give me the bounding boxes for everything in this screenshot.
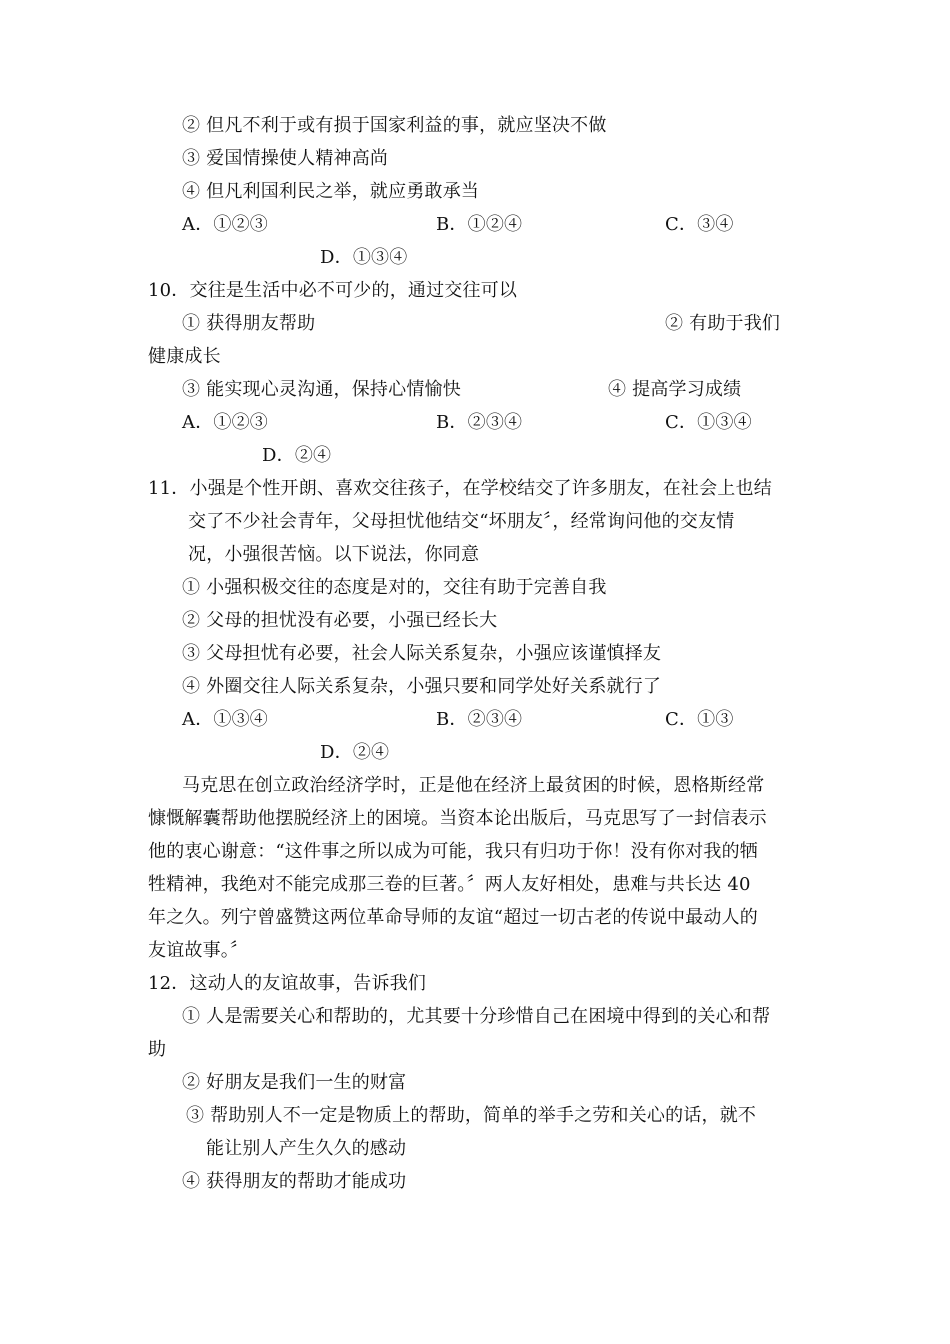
q11-stem-line-1: 11．小强是个性开朗、喜欢交往孩子，在学校结交了许多朋友，在社会上也结	[148, 478, 772, 499]
q9-option-d: D．①③④	[320, 247, 408, 268]
q12-item-3-part2: 能让别人产生久久的感动	[206, 1138, 407, 1159]
q10-option-a: A．①②③	[182, 412, 268, 433]
q12-item-1-part2: 助	[148, 1039, 167, 1060]
q11-stem-line-3: 况，小强很苦恼。以下说法，你同意	[188, 544, 480, 565]
q10-item-2-part2: 健康成长	[148, 346, 221, 367]
q10-item-2-part1: ② 有助于我们	[665, 313, 781, 334]
q10-option-c: C．①③④	[665, 412, 752, 433]
q11-option-b: B．②③④	[436, 709, 523, 730]
q10-option-d: D．②④	[262, 445, 332, 466]
q11-item-4: ④ 外圈交往人际关系复杂，小强只要和同学处好关系就行了	[182, 676, 662, 697]
passage-line-3: 他的衷心谢意：“这件事之所以成为可能，我只有归功于你！没有你对我的牺	[148, 841, 758, 862]
q9-option-a: A．①②③	[182, 214, 268, 235]
passage-line-5: 年之久。列宁曾盛赞这两位革命导师的友谊“超过一切古老的传说中最动人的	[148, 907, 758, 928]
passage-line-6: 友谊故事。〞	[148, 940, 249, 961]
q9-item-4: ④ 但凡利国利民之举，就应勇敢承当	[182, 181, 480, 202]
q12-item-3-part1: ③ 帮助别人不一定是物质上的帮助，简单的举手之劳和关心的话，就不	[186, 1105, 757, 1126]
passage-line-2: 慷慨解囊帮助他摆脱经济上的困境。当资本论出版后，马克思写了一封信表示	[148, 808, 767, 829]
q9-option-c: C．③④	[665, 214, 734, 235]
q9-item-3: ③ 爱国情操使人精神高尚	[182, 148, 389, 169]
passage-line-4: 牲精神，我绝对不能完成那三卷的巨著。〞两人友好相处，患难与共长达 40	[148, 874, 751, 895]
q12-item-1-part1: ① 人是需要关心和帮助的，尤其要十分珍惜自己在困境中得到的关心和帮	[182, 1006, 771, 1027]
q10-item-3: ③ 能实现心灵沟通，保持心情愉快	[182, 379, 461, 400]
q9-item-2: ② 但凡不利于或有损于国家利益的事，就应坚决不做	[182, 115, 607, 136]
q10-item-1: ① 获得朋友帮助	[182, 313, 316, 334]
q10-option-b: B．②③④	[436, 412, 523, 433]
q11-item-1: ① 小强积极交往的态度是对的，交往有助于完善自我	[182, 577, 607, 598]
q9-option-b: B．①②④	[436, 214, 523, 235]
q11-stem-line-2: 交了不少社会青年，父母担忧他结交“坏朋友〞，经常询问他的交友情	[188, 511, 735, 532]
q11-item-3: ③ 父母担忧有必要，社会人际关系复杂，小强应该谨慎择友	[182, 643, 662, 664]
passage-line-1: 马克思在创立政治经济学时，正是他在经济上最贫困的时候，恩格斯经常	[182, 775, 765, 796]
q11-option-c: C．①③	[665, 709, 734, 730]
q12-item-4: ④ 获得朋友的帮助才能成功	[182, 1171, 407, 1192]
q10-item-4: ④ 提高学习成绩	[608, 379, 742, 400]
q11-option-d: D．②④	[320, 742, 390, 763]
q12-item-2: ② 好朋友是我们一生的财富	[182, 1072, 407, 1093]
q12-stem: 12．这动人的友谊故事，告诉我们	[148, 973, 427, 994]
q10-stem: 10．交往是生活中必不可少的，通过交往可以	[148, 280, 518, 301]
q11-option-a: A．①③④	[182, 709, 268, 730]
q11-item-2: ② 父母的担忧没有必要，小强已经长大	[182, 610, 498, 631]
